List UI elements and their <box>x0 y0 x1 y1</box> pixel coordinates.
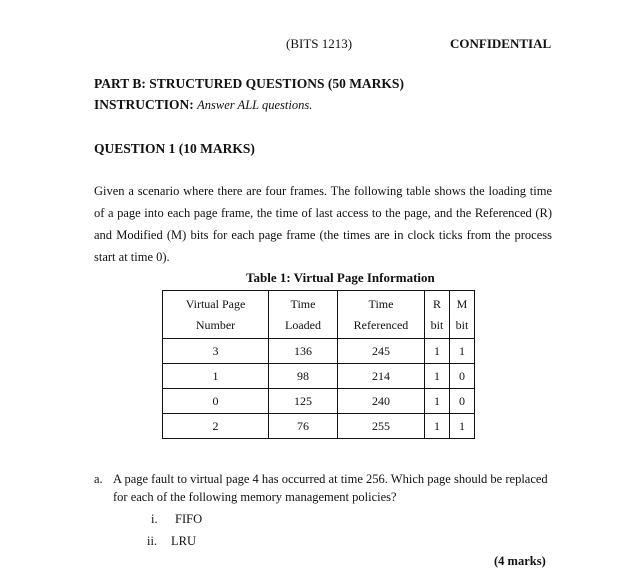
cell-r-bit: 1 <box>425 414 450 439</box>
scenario-paragraph <box>94 180 552 268</box>
scenario-line: Given a scenario where there are four frames. The following table shows the loading time <box>94 184 552 198</box>
table-row <box>163 364 475 389</box>
scenario-line: of a page into each page frame, the time of last access to the page, and the Referenced (R) <box>94 206 552 220</box>
course-code: (BITS 1213) <box>286 36 353 51</box>
table-row <box>163 339 475 364</box>
header-time-loaded: Time Loaded <box>269 291 338 339</box>
option-number: ii. <box>147 534 158 548</box>
subquestion-text-1: A page fault to virtual page 4 has occurred at time 256. Which page should be replaced <box>113 472 548 486</box>
subquestion-label: a. <box>94 472 103 486</box>
instruction <box>94 97 312 113</box>
cell-m-bit: 0 <box>450 389 475 414</box>
confidential-label: CONFIDENTIAL <box>450 36 552 51</box>
header-m-bit: M bit <box>450 291 475 339</box>
cell-time-loaded: 76 <box>269 414 338 439</box>
cell-m-bit: 1 <box>450 339 475 364</box>
header-r-bit: R bit <box>425 291 450 339</box>
cell-r-bit: 1 <box>425 389 450 414</box>
cell-time-loaded: 125 <box>269 389 338 414</box>
cell-page-number: 2 <box>163 414 269 439</box>
virtual-page-table <box>162 290 475 439</box>
option-lru <box>147 534 196 549</box>
cell-time-loaded: 98 <box>269 364 338 389</box>
part-title: PART B: STRUCTURED QUESTIONS (50 MARKS) <box>94 76 404 91</box>
option-number: i. <box>151 512 158 526</box>
cell-r-bit: 1 <box>425 364 450 389</box>
table-header-row <box>163 291 475 339</box>
header-virtual-page-number: Virtual Page Number <box>163 291 269 339</box>
cell-time-referenced: 214 <box>338 364 425 389</box>
option-text: LRU <box>171 534 196 548</box>
subquestion-line-1 <box>94 468 548 490</box>
cell-r-bit: 1 <box>425 339 450 364</box>
header-time-referenced: Time Referenced <box>338 291 425 339</box>
cell-time-loaded: 136 <box>269 339 338 364</box>
instruction-text: Answer ALL questions. <box>197 98 313 112</box>
cell-page-number: 3 <box>163 339 269 364</box>
cell-m-bit: 0 <box>450 364 475 389</box>
question-title: QUESTION 1 (10 MARKS) <box>94 141 255 156</box>
cell-time-referenced: 240 <box>338 389 425 414</box>
cell-page-number: 1 <box>163 364 269 389</box>
cell-m-bit: 1 <box>450 414 475 439</box>
table-caption: Table 1: Virtual Page Information <box>246 270 435 285</box>
scenario-line: and Modified (M) bits for each page frame (the times are in clock ticks from the process <box>94 228 552 242</box>
option-text: FIFO <box>175 512 203 526</box>
cell-time-referenced: 255 <box>338 414 425 439</box>
scenario-line: start at time 0). <box>94 250 170 264</box>
instruction-label: INSTRUCTION: <box>94 97 194 112</box>
table-row <box>163 389 475 414</box>
marks-label: (4 marks) <box>494 554 546 568</box>
option-fifo <box>151 512 202 527</box>
table-row <box>163 414 475 439</box>
subquestion-line-2: for each of the following memory management policies? <box>113 490 397 504</box>
cell-time-referenced: 245 <box>338 339 425 364</box>
cell-page-number: 0 <box>163 389 269 414</box>
